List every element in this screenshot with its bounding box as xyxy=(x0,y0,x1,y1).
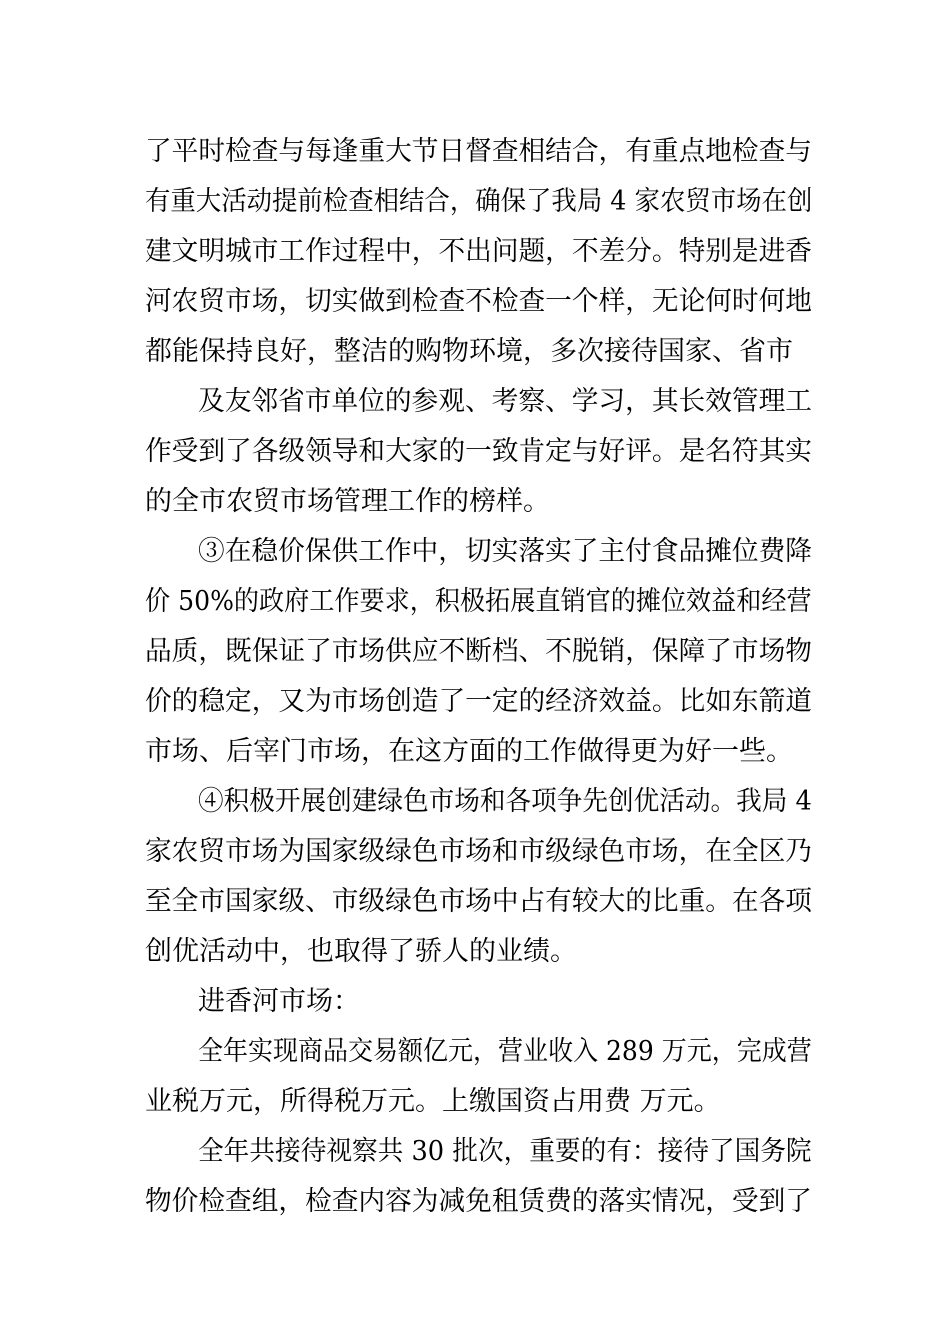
text-line: 作受到了各级领导和大家的一致肯定与好评。是名符其实 xyxy=(145,436,812,467)
text-line: 建文明城市工作过程中，不出问题，不差分。特别是进香 xyxy=(145,236,812,267)
text-line: 至全市国家级、市级绿色市场中占有较大的比重。在各项 xyxy=(145,886,812,917)
text-line: 全年实现商品交易额亿元，营业收入 289 万元，完成营 xyxy=(198,1036,812,1067)
text-line: 市场、后宰门市场，在这方面的工作做得更为好一些。 xyxy=(145,736,793,767)
text-line: 物价检查组，检查内容为减免租赁费的落实情况，受到了 xyxy=(145,1186,812,1217)
text-line: 都能保持良好，整洁的购物环境，多次接待国家、省市 xyxy=(145,336,793,367)
text-line: 业税万元，所得税万元。上缴国资占用费 万元。 xyxy=(145,1086,721,1117)
text-line: 全年共接待视察共 30 批次，重要的有：接待了国务院 xyxy=(198,1136,812,1167)
text-line: 品质，既保证了市场供应不断档、不脱销，保障了市场物 xyxy=(145,636,812,667)
text-line: 及友邻省市单位的参观、考察、学习，其长效管理工 xyxy=(198,386,812,417)
text-line: 了平时检查与每逢重大节日督查相结合，有重点地检查与 xyxy=(145,136,812,167)
text-line: 河农贸市场，切实做到检查不检查一个样，无论何时何地 xyxy=(145,286,812,317)
text-line: 创优活动中，也取得了骄人的业绩。 xyxy=(145,936,577,967)
text-line: 的全市农贸市场管理工作的榜样。 xyxy=(145,486,550,517)
section-heading: 进香河市场： xyxy=(198,986,360,1017)
text-line: ③在稳价保供工作中，切实落实了主付食品摊位费降 xyxy=(198,536,812,567)
text-line: ④积极开展创建绿色市场和各项争先创优活动。我局 4 xyxy=(198,786,812,817)
text-line: 有重大活动提前检查相结合，确保了我局 4 家农贸市场在创 xyxy=(145,186,813,217)
text-line: 家农贸市场为国家级绿色市场和市级绿色市场，在全区乃 xyxy=(145,836,812,867)
text-line: 价的稳定，又为市场创造了一定的经济效益。比如东箭道 xyxy=(145,686,812,717)
text-line: 价 50%的政府工作要求，积极拓展直销官的摊位效益和经营 xyxy=(145,586,812,617)
